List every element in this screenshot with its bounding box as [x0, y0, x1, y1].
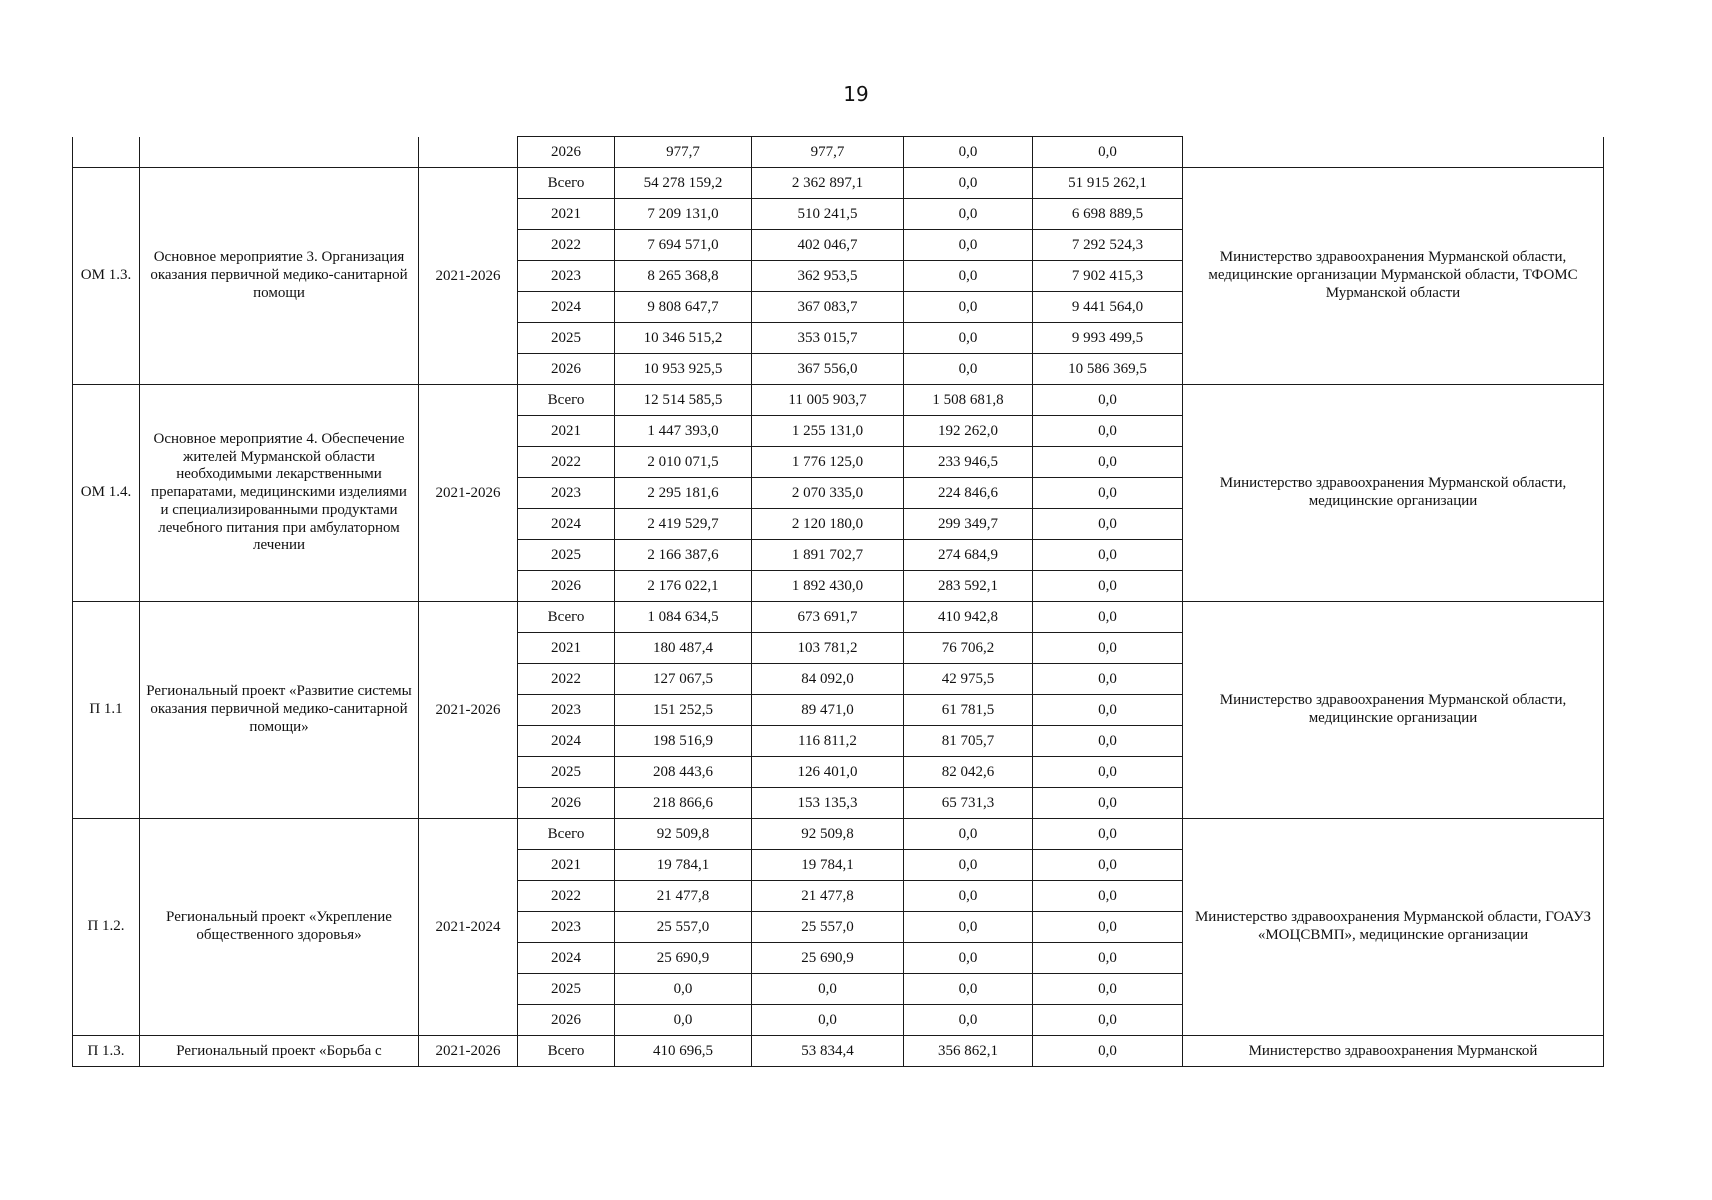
total-cell: 9 808 647,7 [615, 292, 752, 323]
other-sources-cell: 0,0 [1033, 385, 1183, 416]
implementation-period: 2021-2026 [419, 385, 518, 602]
federal-budget-cell: 192 262,0 [904, 416, 1033, 447]
other-sources-cell: 9 441 564,0 [1033, 292, 1183, 323]
federal-budget-cell: 299 349,7 [904, 509, 1033, 540]
total-cell: 7 209 131,0 [615, 199, 752, 230]
measure-name: Региональный проект «Развитие системы оказания первичной медико-санитарной помощи» [140, 602, 419, 819]
other-sources-cell: 0,0 [1033, 788, 1183, 819]
responsible-executor: Министерство здравоохранения Мурманской области, ГОАУЗ «МОЦСВМП», медицинские организации [1183, 819, 1604, 1036]
total-cell: 127 067,5 [615, 664, 752, 695]
other-sources-cell: 0,0 [1033, 757, 1183, 788]
total-cell: 7 694 571,0 [615, 230, 752, 261]
federal-budget-cell: 61 781,5 [904, 695, 1033, 726]
other-sources-cell: 0,0 [1033, 664, 1183, 695]
measure-code: П 1.3. [73, 1036, 140, 1067]
other-sources-cell: 0,0 [1033, 695, 1183, 726]
regional-budget-cell: 402 046,7 [752, 230, 904, 261]
federal-budget-cell: 0,0 [904, 292, 1033, 323]
federal-budget-cell: 82 042,6 [904, 757, 1033, 788]
table-row [73, 1036, 1604, 1067]
implementation-period: 2021-2026 [419, 1036, 518, 1067]
other-sources-cell: 0,0 [1033, 540, 1183, 571]
year-cell: 2024 [518, 726, 615, 757]
year-cell: 2023 [518, 261, 615, 292]
year-cell: 2023 [518, 478, 615, 509]
other-sources-cell: 7 902 415,3 [1033, 261, 1183, 292]
other-sources-cell: 0,0 [1033, 633, 1183, 664]
regional-budget-cell: 1 891 702,7 [752, 540, 904, 571]
responsible-executor: Министерство здравоохранения Мурманской области, медицинские организации [1183, 602, 1604, 819]
other-sources-cell: 0,0 [1033, 974, 1183, 1005]
other-sources-cell: 0,0 [1033, 509, 1183, 540]
regional-budget-cell: 1 892 430,0 [752, 571, 904, 602]
federal-budget-cell: 0,0 [904, 943, 1033, 974]
year-cell: 2026 [518, 137, 615, 168]
federal-budget-cell: 0,0 [904, 230, 1033, 261]
regional-budget-cell: 673 691,7 [752, 602, 904, 633]
measure-code: П 1.2. [73, 819, 140, 1036]
total-cell: 25 557,0 [615, 912, 752, 943]
other-sources-cell: 0,0 [1033, 850, 1183, 881]
regional-budget-cell: 362 953,5 [752, 261, 904, 292]
regional-budget-cell: 25 557,0 [752, 912, 904, 943]
other-sources-cell: 9 993 499,5 [1033, 323, 1183, 354]
year-cell: Всего [518, 602, 615, 633]
measure-name: Региональный проект «Укрепление общественного здоровья» [140, 819, 419, 1036]
funding-table [72, 136, 1604, 1067]
year-cell: 2022 [518, 881, 615, 912]
other-sources-cell: 0,0 [1033, 1005, 1183, 1036]
year-cell: 2023 [518, 695, 615, 726]
regional-budget-cell: 1 255 131,0 [752, 416, 904, 447]
total-cell: 2 419 529,7 [615, 509, 752, 540]
total-cell: 21 477,8 [615, 881, 752, 912]
total-cell: 92 509,8 [615, 819, 752, 850]
total-cell: 2 010 071,5 [615, 447, 752, 478]
total-cell: 2 295 181,6 [615, 478, 752, 509]
responsible-executor: Министерство здравоохранения Мурманской области, медицинские организации Мурманской области, ТФОМС Мурманской области [1183, 168, 1604, 385]
other-sources-cell: 7 292 524,3 [1033, 230, 1183, 261]
blank-cell [419, 137, 518, 168]
year-cell: 2026 [518, 571, 615, 602]
year-cell: 2022 [518, 230, 615, 261]
regional-budget-cell: 84 092,0 [752, 664, 904, 695]
federal-budget-cell: 410 942,8 [904, 602, 1033, 633]
other-sources-cell: 0,0 [1033, 602, 1183, 633]
total-cell: 218 866,6 [615, 788, 752, 819]
federal-budget-cell: 0,0 [904, 323, 1033, 354]
responsible-executor: Министерство здравоохранения Мурманской области, медицинские организации [1183, 385, 1604, 602]
year-cell: 2021 [518, 199, 615, 230]
page-number: 19 [843, 82, 869, 106]
federal-budget-cell: 283 592,1 [904, 571, 1033, 602]
regional-budget-cell: 11 005 903,7 [752, 385, 904, 416]
other-sources-cell: 0,0 [1033, 912, 1183, 943]
measure-name: Основное мероприятие 3. Организация оказания первичной медико-санитарной помощи [140, 168, 419, 385]
regional-budget-cell: 89 471,0 [752, 695, 904, 726]
federal-budget-cell: 81 705,7 [904, 726, 1033, 757]
year-cell: 2021 [518, 850, 615, 881]
other-sources-cell: 0,0 [1033, 447, 1183, 478]
other-sources-cell: 10 586 369,5 [1033, 354, 1183, 385]
year-cell: 2026 [518, 1005, 615, 1036]
total-cell: 198 516,9 [615, 726, 752, 757]
total-cell: 12 514 585,5 [615, 385, 752, 416]
year-cell: 2021 [518, 416, 615, 447]
regional-budget-cell: 126 401,0 [752, 757, 904, 788]
measure-code: ОМ 1.3. [73, 168, 140, 385]
other-sources-cell: 0,0 [1033, 1036, 1183, 1067]
year-cell: Всего [518, 1036, 615, 1067]
total-cell: 1 084 634,5 [615, 602, 752, 633]
federal-budget-cell: 0,0 [904, 881, 1033, 912]
federal-budget-cell: 0,0 [904, 199, 1033, 230]
year-cell: 2026 [518, 788, 615, 819]
implementation-period: 2021-2026 [419, 168, 518, 385]
other-sources-cell: 0,0 [1033, 881, 1183, 912]
year-cell: 2021 [518, 633, 615, 664]
total-cell: 410 696,5 [615, 1036, 752, 1067]
year-cell: 2025 [518, 757, 615, 788]
regional-budget-cell: 116 811,2 [752, 726, 904, 757]
federal-budget-cell: 0,0 [904, 261, 1033, 292]
regional-budget-cell: 0,0 [752, 974, 904, 1005]
measure-name: Региональный проект «Борьба с [140, 1036, 419, 1067]
regional-budget-cell: 367 083,7 [752, 292, 904, 323]
regional-budget-cell: 2 070 335,0 [752, 478, 904, 509]
regional-budget-cell: 2 120 180,0 [752, 509, 904, 540]
other-sources-cell: 0,0 [1033, 137, 1183, 168]
table-body [73, 137, 1604, 1067]
blank-cell [73, 137, 140, 168]
regional-budget-cell: 103 781,2 [752, 633, 904, 664]
other-sources-cell: 0,0 [1033, 819, 1183, 850]
federal-budget-cell: 0,0 [904, 168, 1033, 199]
year-cell: Всего [518, 168, 615, 199]
responsible-executor: Министерство здравоохранения Мурманской [1183, 1036, 1604, 1067]
other-sources-cell: 0,0 [1033, 943, 1183, 974]
federal-budget-cell: 0,0 [904, 137, 1033, 168]
regional-budget-cell: 353 015,7 [752, 323, 904, 354]
regional-budget-cell: 2 362 897,1 [752, 168, 904, 199]
table-row [73, 168, 1604, 199]
total-cell: 1 447 393,0 [615, 416, 752, 447]
regional-budget-cell: 510 241,5 [752, 199, 904, 230]
year-cell: 2025 [518, 540, 615, 571]
total-cell: 10 346 515,2 [615, 323, 752, 354]
year-cell: 2023 [518, 912, 615, 943]
year-cell: 2024 [518, 292, 615, 323]
federal-budget-cell: 274 684,9 [904, 540, 1033, 571]
total-cell: 0,0 [615, 1005, 752, 1036]
federal-budget-cell: 0,0 [904, 974, 1033, 1005]
regional-budget-cell: 25 690,9 [752, 943, 904, 974]
year-cell: 2024 [518, 509, 615, 540]
year-cell: 2022 [518, 447, 615, 478]
federal-budget-cell: 0,0 [904, 1005, 1033, 1036]
regional-budget-cell: 53 834,4 [752, 1036, 904, 1067]
other-sources-cell: 6 698 889,5 [1033, 199, 1183, 230]
year-cell: 2022 [518, 664, 615, 695]
other-sources-cell: 0,0 [1033, 478, 1183, 509]
federal-budget-cell: 0,0 [904, 850, 1033, 881]
regional-budget-cell: 19 784,1 [752, 850, 904, 881]
other-sources-cell: 0,0 [1033, 416, 1183, 447]
total-cell: 2 166 387,6 [615, 540, 752, 571]
blank-cell [1183, 137, 1604, 168]
other-sources-cell: 0,0 [1033, 726, 1183, 757]
total-cell: 180 487,4 [615, 633, 752, 664]
federal-budget-cell: 224 846,6 [904, 478, 1033, 509]
total-cell: 8 265 368,8 [615, 261, 752, 292]
federal-budget-cell: 233 946,5 [904, 447, 1033, 478]
federal-budget-cell: 0,0 [904, 912, 1033, 943]
other-sources-cell: 51 915 262,1 [1033, 168, 1183, 199]
year-cell: 2026 [518, 354, 615, 385]
year-cell: 2025 [518, 323, 615, 354]
blank-cell [140, 137, 419, 168]
year-cell: 2025 [518, 974, 615, 1005]
total-cell: 151 252,5 [615, 695, 752, 726]
table-row [73, 819, 1604, 850]
federal-budget-cell: 42 975,5 [904, 664, 1033, 695]
regional-budget-cell: 92 509,8 [752, 819, 904, 850]
regional-budget-cell: 0,0 [752, 1005, 904, 1036]
implementation-period: 2021-2024 [419, 819, 518, 1036]
total-cell: 25 690,9 [615, 943, 752, 974]
measure-code: ОМ 1.4. [73, 385, 140, 602]
regional-budget-cell: 977,7 [752, 137, 904, 168]
total-cell: 208 443,6 [615, 757, 752, 788]
table-row [73, 385, 1604, 416]
total-cell: 19 784,1 [615, 850, 752, 881]
regional-budget-cell: 153 135,3 [752, 788, 904, 819]
table-row [73, 602, 1604, 633]
total-cell: 977,7 [615, 137, 752, 168]
federal-budget-cell: 1 508 681,8 [904, 385, 1033, 416]
federal-budget-cell: 0,0 [904, 354, 1033, 385]
regional-budget-cell: 1 776 125,0 [752, 447, 904, 478]
implementation-period: 2021-2026 [419, 602, 518, 819]
year-cell: Всего [518, 385, 615, 416]
total-cell: 0,0 [615, 974, 752, 1005]
total-cell: 54 278 159,2 [615, 168, 752, 199]
other-sources-cell: 0,0 [1033, 571, 1183, 602]
measure-code: П 1.1 [73, 602, 140, 819]
year-cell: 2024 [518, 943, 615, 974]
measure-name: Основное мероприятие 4. Обеспечение жителей Мурманской области необходимыми лекарственными препаратами, медицинскими изделиями и специализированными продуктами лечебного питания при амбулаторном лечении [140, 385, 419, 602]
continuation-row [73, 137, 1604, 168]
year-cell: Всего [518, 819, 615, 850]
regional-budget-cell: 367 556,0 [752, 354, 904, 385]
total-cell: 10 953 925,5 [615, 354, 752, 385]
federal-budget-cell: 65 731,3 [904, 788, 1033, 819]
federal-budget-cell: 76 706,2 [904, 633, 1033, 664]
federal-budget-cell: 356 862,1 [904, 1036, 1033, 1067]
total-cell: 2 176 022,1 [615, 571, 752, 602]
federal-budget-cell: 0,0 [904, 819, 1033, 850]
regional-budget-cell: 21 477,8 [752, 881, 904, 912]
